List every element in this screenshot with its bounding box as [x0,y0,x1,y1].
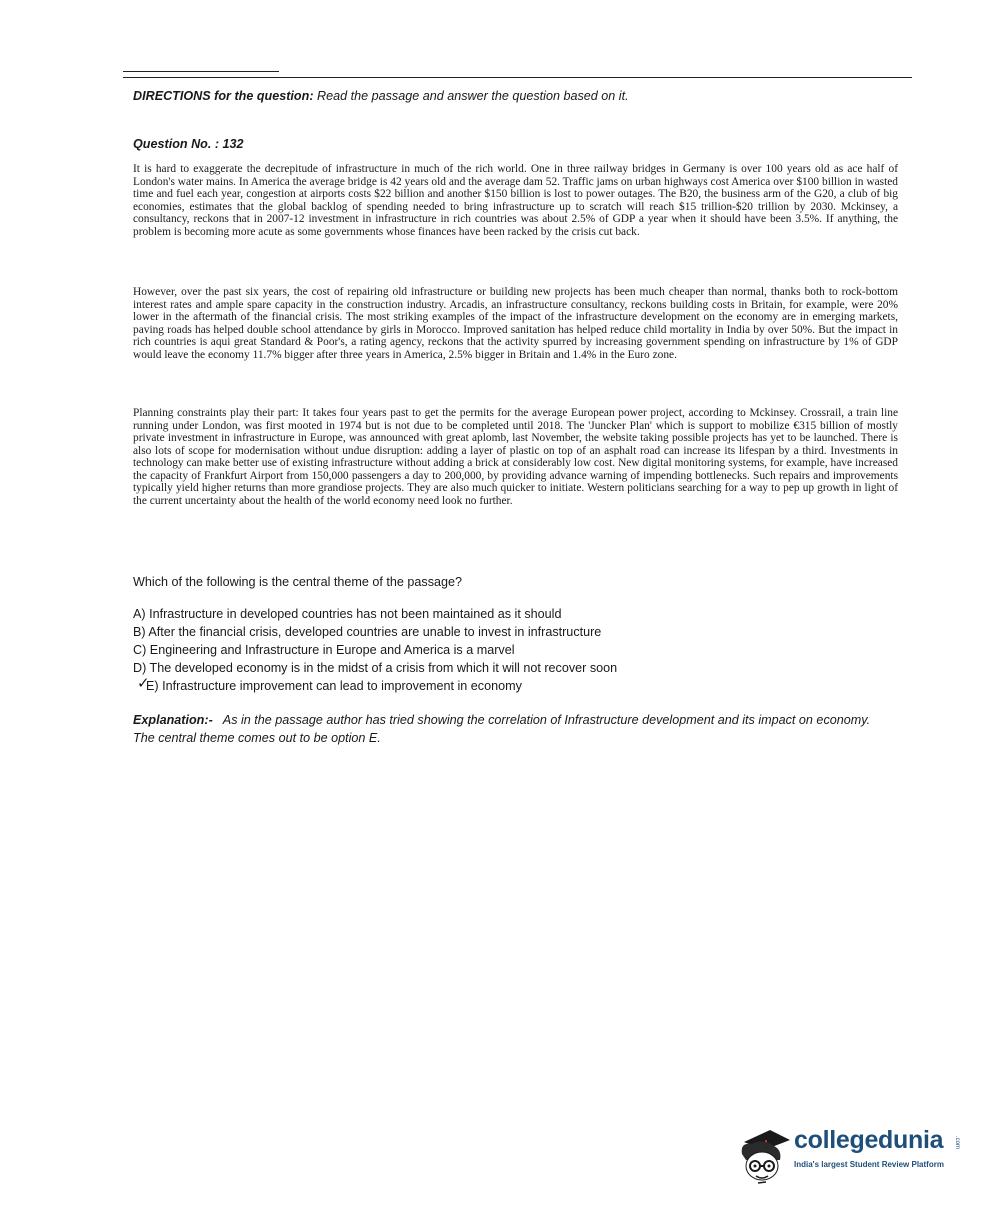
answer-options [133,605,617,695]
directions-label: DIRECTIONS for the question: [133,89,314,103]
passage-paragraph-2: However, over the past six years, the cost of repairing old infrastructure or building new projects has been much cheaper than normal, thanks both to rock-bottom interest rates and ample spare capacity in the construction industry. Arcadis, an infrastructure consultancy, reckons building costs in Britain, for example, were 20% lower in the aftermath of the financial crisis. The most striking examples of the impact of the infrastructure development on the economy are in emerging markets, paving roads has helped double school attendance by girls in Morocco. Improved sanitation has helped reduce child mortality in India by over 50%. But the impact in rich countries is aqui great Standard & Poor's, a rating agency, reckons that the activity spurred by increasing government spending on infrastructure by 1% of GDP would leave the economy 11.7% bigger after three years in America, 2.5% bigger in Britain and 1.4% in the Euro zone. [133,286,898,361]
header-rule [123,77,912,78]
student-mascot-icon [736,1128,792,1186]
option-e-row [133,677,617,695]
logo-suffix: .com [954,1136,960,1150]
option-c: C) Engineering and Infrastructure in Europe and America is a marvel [133,643,515,657]
option-b: B) After the financial crisis, developed countries are unable to invest in infrastructure [133,625,602,639]
collegedunia-logo [736,1128,966,1188]
option-d: D) The developed economy is in the midst of a crisis from which it will not recover soon [133,661,618,675]
checkmark-icon: ✓ [137,675,150,692]
question-text: Which of the following is the central theme of the passage? [133,575,463,589]
directions-text: Read the passage and answer the question based on it. [317,89,629,103]
explanation [133,711,893,747]
directions [133,89,629,103]
header-rule-short [123,71,279,72]
passage-paragraph-1: It is hard to exaggerate the decrepitude of infrastructure in much of the rich world. One in three railway bridges in Germany is over 100 years old as ace half of London's water mains. In America the average bridge is 42 years old and the average dam 52. Traffic jams on urban highways cost America over $100 billion in wasted time and fuel each year, congestion at airports costs $22 billion and another $150 billion is lost to power outages. The B20, the business arm of the G20, a club of big economies, estimates that the global backlog of spending needed to bring infrastructure up to scratch will reach $15 trillion-$20 trillion by 2030. Mckinsey, a consultancy, reckons that in 2007-12 investment in infrastructure in rich countries was about 2.5% of GDP a year when it should have been 3.5%. If anything, the problem is becoming more acute as some governments whose finances have been racked by the crisis cut back. [133,163,898,238]
option-e: E) Infrastructure improvement can lead to improvement in economy [146,679,522,693]
question-number: Question No. : 132 [133,137,244,151]
logo-wordmark: collegedunia [794,1126,944,1154]
explanation-text: As in the passage author has tried showing the correlation of Infrastructure development and its impact on economy. The central theme comes out to be option E. [133,713,871,745]
explanation-label: Explanation:- [133,713,213,727]
option-a: A) Infrastructure in developed countries has not been maintained as it should [133,607,562,621]
logo-tagline: India's largest Student Review Platform [794,1160,944,1169]
passage-paragraph-3: Planning constraints play their part: It takes four years past to get the permits for the average European power project, according to Mckinsey. Crossrail, a train line running under London, was first mooted in 1974 but is not due to be completed until 2018. The 'Juncker Plan' which is support to mobilize €315 billion of mostly private investment in infrastructure in Europe, was announced with great aplomb, last November, the website taking possible projects has yet to be launched. There is also lots of scope for modernisation without undue disruption: adding a layer of plastic on top of an asphalt road can increase its lifespan by a third. Investments in technology can make better use of existing infrastructure without adding a brick at considerably low cost. New digital monitoring systems, for example, have increased the capacity of Frankfurt Airport from 150,000 passengers a day to 200,000, by providing advance warning of impending bottlenecks. Such repairs and improvements typically yield higher returns than more grandiose projects. They are also much quicker to initiate. Western politicians searching for a way to pep up growth in light of the current uncertainty about the health of the world economy need look no further. [133,407,898,507]
